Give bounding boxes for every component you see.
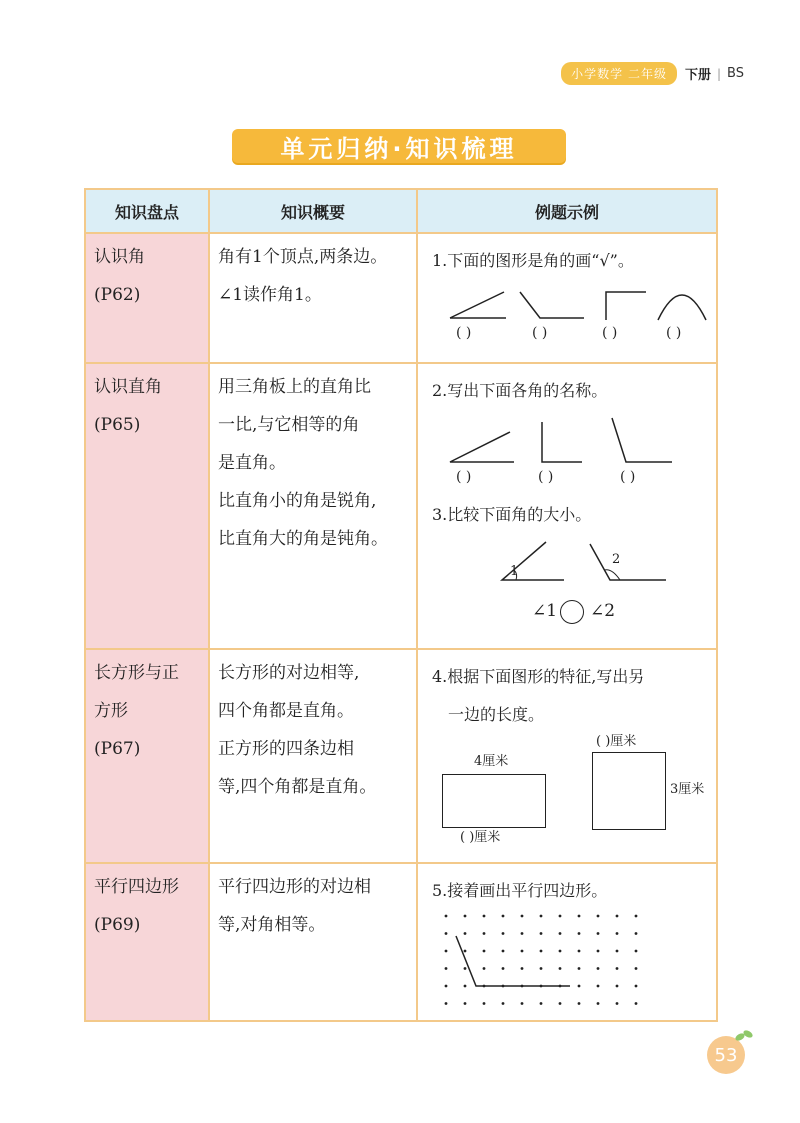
answer-blank[interactable]: ( ) — [456, 325, 472, 341]
topic-page: (P65) — [94, 415, 141, 435]
answer-blank[interactable]: ( ) — [456, 469, 472, 485]
grid-dot[interactable] — [635, 1002, 638, 1005]
grid-dot[interactable] — [559, 950, 562, 953]
grid-dot[interactable] — [502, 932, 505, 935]
grid-dot[interactable] — [483, 932, 486, 935]
grid-dot[interactable] — [502, 967, 505, 970]
grid-dot[interactable] — [540, 932, 543, 935]
topic-cell — [85, 863, 209, 1021]
topic-page: (P69) — [94, 915, 141, 935]
square-right-label: 3厘米 — [670, 782, 705, 797]
question-text: 3.比较下面角的大小。 — [432, 505, 592, 524]
topic-title: 认识直角 — [94, 377, 162, 397]
grid-dot[interactable] — [578, 932, 581, 935]
grid-dot[interactable] — [540, 1002, 543, 1005]
example-cell — [417, 233, 717, 363]
grid-dot[interactable] — [635, 967, 638, 970]
question-text: 5.接着画出平行四边形。 — [432, 881, 608, 900]
grid-dot[interactable] — [502, 915, 505, 918]
grid-dot[interactable] — [540, 967, 543, 970]
grid-dot[interactable] — [559, 915, 562, 918]
topic-page: (P62) — [94, 285, 141, 305]
grid-dot[interactable] — [483, 1002, 486, 1005]
angle-1-label: 1 — [510, 564, 519, 579]
example-cell — [417, 863, 717, 1021]
grid-dot[interactable] — [597, 967, 600, 970]
square-figure — [592, 752, 666, 830]
grid-dot[interactable] — [521, 950, 524, 953]
summary-line: 比直角小的角是锐角, — [218, 491, 377, 511]
grid-dot[interactable] — [559, 1002, 562, 1005]
page-number: 53 — [707, 1036, 745, 1074]
grid-dot[interactable] — [483, 967, 486, 970]
compare-circle[interactable] — [560, 600, 584, 624]
grid-dot[interactable] — [483, 950, 486, 953]
table-row — [85, 233, 717, 363]
grid-dot[interactable] — [464, 985, 467, 988]
grid-dot[interactable] — [578, 1002, 581, 1005]
summary-line: 等,四个角都是直角。 — [218, 777, 377, 797]
table-row — [85, 363, 717, 649]
table-row — [85, 649, 717, 863]
summary-line: 是直角。 — [218, 453, 286, 473]
angle-name-figures — [436, 414, 716, 470]
grid-dot[interactable] — [521, 932, 524, 935]
edition-label: BS — [727, 66, 744, 81]
grid-dot[interactable] — [521, 967, 524, 970]
grid-dot[interactable] — [578, 985, 581, 988]
summary-cell — [209, 863, 417, 1021]
topic-title: 认识角 — [94, 247, 145, 267]
grid-dot[interactable] — [540, 915, 543, 918]
topic-page: (P67) — [94, 739, 141, 759]
summary-cell — [209, 363, 417, 649]
grid-dot[interactable] — [578, 915, 581, 918]
grid-dot[interactable] — [502, 1002, 505, 1005]
grid-dot[interactable] — [445, 932, 448, 935]
grid-dot[interactable] — [616, 967, 619, 970]
angle-2-label: 2 — [612, 552, 621, 567]
grid-dot[interactable] — [616, 950, 619, 953]
grid-dot[interactable] — [502, 950, 505, 953]
knowledge-table — [84, 188, 718, 1022]
right-angle-figure — [542, 422, 582, 462]
topic-title: 长方形与正 — [94, 663, 179, 683]
angle-figure-4 — [658, 295, 706, 320]
column-header: 例题示例 — [417, 189, 717, 233]
grid-dot[interactable] — [559, 932, 562, 935]
grid-dot[interactable] — [540, 950, 543, 953]
example-cell — [417, 649, 717, 863]
grid-dot[interactable] — [616, 1002, 619, 1005]
angle-2-figure — [590, 544, 666, 580]
grid-dot[interactable] — [578, 967, 581, 970]
rectangle-bottom-label[interactable]: ( )厘米 — [460, 830, 501, 845]
column-header: 知识盘点 — [85, 189, 209, 233]
grid-dot[interactable] — [559, 967, 562, 970]
grid-dot[interactable] — [445, 985, 448, 988]
grid-dot[interactable] — [464, 1002, 467, 1005]
summary-line: 长方形的对边相等, — [218, 663, 360, 683]
rectangle-figure — [442, 774, 546, 828]
grid-dot[interactable] — [597, 915, 600, 918]
grid-dot[interactable] — [445, 1002, 448, 1005]
answer-blank[interactable]: ( ) — [532, 325, 548, 341]
header-separator: | — [717, 66, 722, 81]
grid-dot[interactable] — [635, 950, 638, 953]
page-header — [561, 62, 744, 85]
grid-dot[interactable] — [597, 985, 600, 988]
section-banner: 单元归纳·知识梳理 — [232, 129, 566, 163]
compare-left: ∠1 — [532, 601, 558, 621]
summary-line: 角有1个顶点,两条边。 — [218, 247, 388, 267]
question-text: 2.写出下面各角的名称。 — [432, 381, 608, 400]
grid-dot[interactable] — [616, 915, 619, 918]
summary-line: 一比,与它相等的角 — [218, 415, 360, 435]
example-cell — [417, 363, 717, 649]
topic-cell — [85, 363, 209, 649]
question-text: 一边的长度。 — [448, 705, 545, 724]
table-row — [85, 863, 717, 1021]
drawn-partial-parallelogram — [456, 936, 570, 986]
grid-dot[interactable] — [464, 967, 467, 970]
answer-blank[interactable]: ( ) — [666, 325, 682, 341]
grid-dot[interactable] — [445, 915, 448, 918]
angle-figure-3 — [606, 292, 646, 320]
leaf-icon — [734, 1028, 754, 1044]
summary-line: 比直角大的角是钝角。 — [218, 529, 388, 549]
answer-blank[interactable]: ( ) — [538, 469, 554, 485]
compare-angle-figures — [436, 538, 716, 598]
summary-line: 等,对角相等。 — [218, 915, 326, 935]
rectangle-top-label: 4厘米 — [474, 754, 509, 769]
acute-angle-figure — [450, 432, 514, 462]
topic-cell — [85, 649, 209, 863]
grid-dot[interactable] — [521, 1002, 524, 1005]
summary-cell — [209, 649, 417, 863]
question-text: 4.根据下面图形的特征,写出另 — [432, 667, 645, 686]
topic-title: 平行四边形 — [94, 877, 179, 897]
answer-blank[interactable]: ( ) — [602, 325, 618, 341]
angle-figure-1 — [450, 292, 504, 318]
column-header: 知识概要 — [209, 189, 417, 233]
subject-label: 小学数学 二年级 — [561, 62, 677, 85]
compare-right: ∠2 — [590, 601, 616, 621]
grid-dot[interactable] — [464, 915, 467, 918]
grid-dot[interactable] — [597, 1002, 600, 1005]
grid-dot[interactable] — [616, 985, 619, 988]
grid-dot[interactable] — [445, 950, 448, 953]
square-top-label[interactable]: ( )厘米 — [596, 734, 637, 749]
summary-cell — [209, 233, 417, 363]
grid-dot[interactable] — [635, 932, 638, 935]
grid-dot[interactable] — [597, 950, 600, 953]
summary-line: 平行四边形的对边相 — [218, 877, 371, 897]
grid-dot[interactable] — [616, 932, 619, 935]
volume-label: 下册 — [684, 68, 711, 83]
grid-dot[interactable] — [445, 967, 448, 970]
grid-dot[interactable] — [464, 932, 467, 935]
table-header-row — [85, 189, 717, 233]
dot-grid[interactable] — [442, 912, 662, 1012]
grid-dot[interactable] — [635, 985, 638, 988]
grid-dot[interactable] — [483, 915, 486, 918]
topic-title: 方形 — [94, 701, 128, 721]
grid-dot[interactable] — [464, 950, 467, 953]
answer-blank[interactable]: ( ) — [620, 469, 636, 485]
grid-dot[interactable] — [521, 915, 524, 918]
angle-figure-2 — [520, 292, 584, 318]
grid-dot[interactable] — [635, 915, 638, 918]
grid-dot[interactable] — [578, 950, 581, 953]
obtuse-angle-figure — [612, 418, 672, 462]
grid-dot[interactable] — [597, 932, 600, 935]
summary-line: 四个角都是直角。 — [218, 701, 354, 721]
question-text: 1.下面的图形是角的画“√”。 — [432, 251, 634, 270]
summary-line: 正方形的四条边相 — [218, 739, 354, 759]
summary-line: 用三角板上的直角比 — [218, 377, 371, 397]
summary-line: ∠1读作角1。 — [218, 285, 322, 305]
topic-cell — [85, 233, 209, 363]
